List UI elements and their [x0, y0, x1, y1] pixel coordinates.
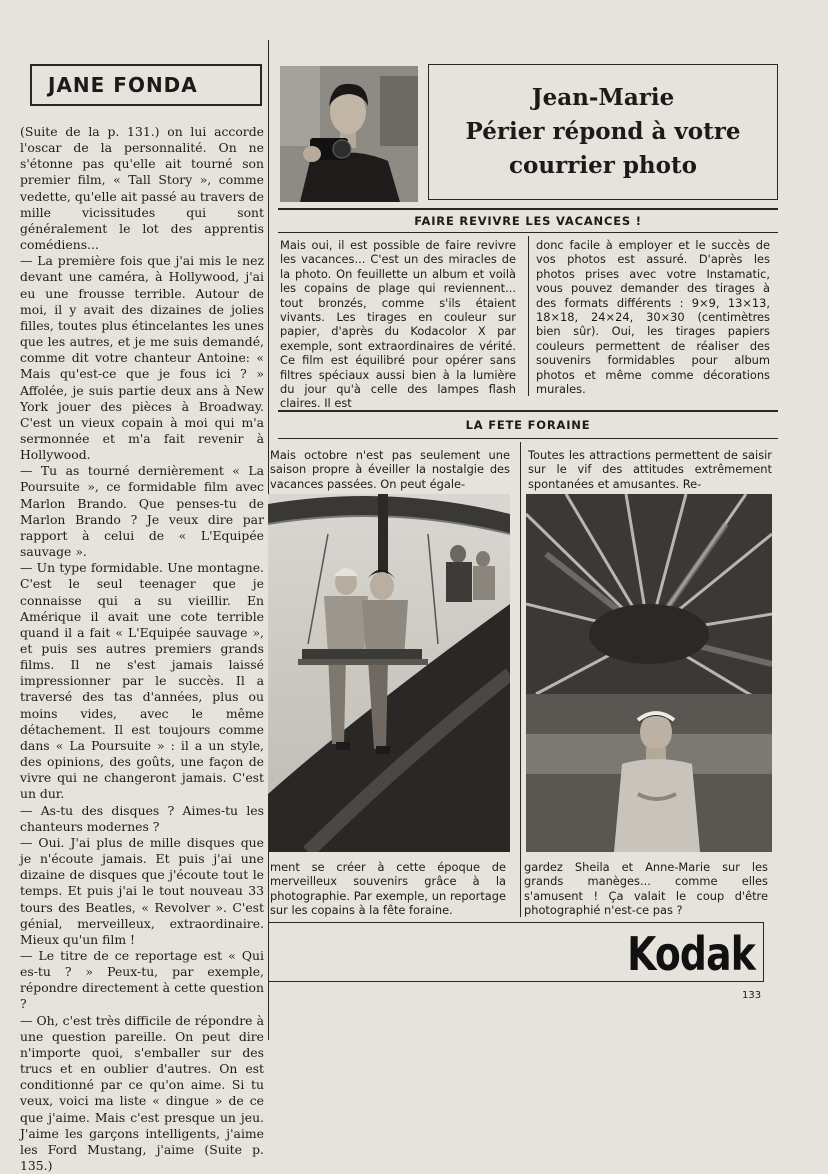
section2-column-2-top: Toutes les attractions permettent de saisir sur le vif des attitudes extrêmement spontanées et amusantes. Re- — [528, 448, 772, 491]
jane-fonda-article — [20, 124, 264, 1173]
section2-column-divider — [520, 442, 521, 917]
page-number: 133 — [742, 990, 762, 1001]
carousel-photo — [526, 494, 772, 852]
article-paragraph: (Suite de la p. 131.) on lui accorde l'oscar de la personnalité. On ne s'étonne pas qu'elle ait tourné son premier film, « Tall Story », comme vedette, qu'elle ait passé au travers de mille vicissitudes qui sont généralement le lot des apprentis comédiens... — [20, 124, 264, 253]
article-paragraph: — Oui. J'ai plus de mille disques que je n'écoute jamais. Et puis j'ai une dizaine de disques que j'écoute tout le temps. Et puis j'ai le tout nouveau 33 tours des Beatles, « Revolver ». C'est génial, merveilleux, extraordinaire. Mieux qu'un film ! — [20, 834, 264, 947]
article-paragraph: — Oh, c'est très difficile de répondre à une question pareille. On peut dire n'importe quoi, s'emballer sur des trucs et en oublier d'autres. On est conditionné par ce qu'on aime. Si tu veux, voici ma liste « dingue » de ce que j'aime. Mais c'est presque un jeu. J'aime les garçons intelligents, j'aime les Ford Mustang, j'aime (Suite p. 135.) — [20, 1012, 264, 1173]
swing-ride-illustration — [268, 494, 510, 852]
section2-column-2-bottom: gardez Sheila et Anne-Marie sur les grands manèges... comme elles s'amusent ! Ça valait le coup d'être photographié n'est-ce pas ? — [524, 860, 768, 918]
section2-column-1-top: Mais octobre n'est pas seulement une saison propre à éveiller la nostalgie des vacances passées. On peut égale- — [270, 448, 510, 491]
article-paragraph: — As-tu des disques ? Aimes-tu les chanteurs modernes ? — [20, 802, 264, 834]
article-paragraph: — Un type formidable. Une montagne. C'est le seul teenager que je connaisse qui a su vieillir. En Amérique il avait une cote terrible quand il a fait « L'Equipée sauvage », et puis ses autres premiers grands films. Il ne s'est jamais laissé impressionner par le succès. Il a traversé des tas d'années, plus ou moins vides, avec le même détachement. Il est toujours comme dans « La Poursuite » : il a un style, des opinions, des goûts, une façon de vivre qui ne changeront jamais. C'est un dur. — [20, 560, 264, 802]
article-paragraph: — La première fois que j'ai mis le nez devant une caméra, à Hollywood, j'ai eu une frousse terrible. Autour de moi, il y avait des dizaines de jolies filles, toutes plus étincelantes les unes que les autres, et je me suis demandé, comme dit votre chanteur Antoine: « Mais qu'est-ce que je fous ici ? » Affolée, je suis partie deux ans à New York jouer des pièces à Broadway. C'est un vieux copain à moi qui m'a sermonnée et m'a fait revenir à Hollywood. — [20, 253, 264, 463]
swing-ride-photo — [268, 494, 510, 852]
jane-fonda-heading: JANE FONDA — [48, 73, 198, 97]
section2-column-1-bottom: ment se créer à cette époque de merveilleux souvenirs grâce à la photographie. Par exemple, un reportage sur les copains à la fête foraine. — [270, 860, 506, 918]
section1-rule-bottom — [278, 232, 778, 233]
section1-heading: FAIRE REVIVRE LES VACANCES ! — [414, 214, 642, 228]
photographer-illustration — [280, 66, 418, 202]
section2-rule-top — [278, 410, 778, 412]
title-line-1: Jean-Marie — [531, 84, 675, 111]
title-line-2: Périer répond à votre — [465, 118, 741, 145]
section2-heading: LA FETE FORAINE — [465, 418, 591, 432]
jane-fonda-heading-box — [30, 64, 262, 106]
article-paragraph: — Le titre de ce reportage est « Qui es-tu ? » Peux-tu, par exemple, répondre directement à cette question ? — [20, 947, 264, 1012]
section2-rule-bottom — [278, 438, 778, 439]
section1-rule-top — [278, 208, 778, 210]
section1-column-2: donc facile à employer et le succès de vos photos est assuré. D'après les photos prises avec votre Instamatic, vous pouvez demander des tirages à des formats différents : 9×9, 13×13, 18×18, 24×24, 30×30 (centimètres bien sûr). Oui, les tirages papiers couleurs permettent de réaliser des souvenirs formidables pour album photos et même comme décorations murales. — [536, 238, 770, 397]
title-line-3: courrier photo — [509, 152, 697, 179]
carousel-illustration — [526, 494, 772, 852]
kodak-logo: Kodak — [627, 927, 755, 981]
section1-column-divider — [528, 236, 529, 396]
article-paragraph: — Tu as tourné dernièrement « La Poursuite », ce formidable film avec Marlon Brando. Que penses-tu de Marlon Brando ? Je veux dire par rapport à celui de « L'Equipée sauvage ». — [20, 463, 264, 560]
kodak-ad-box — [268, 922, 764, 982]
section1-column-1: Mais oui, il est possible de faire revivre les vacances... C'est un des miracles de la photo. On feuillette un album et voilà les copains de plage qui reviennent... tout bronzés, comme s'ils étaient vivants. Les tirages en couleur sur papier, d'après du Kodacolor X par exemple, sont extraordinaires de vérité. Ce film est équilibré pour opérer sans filtres spéciaux aussi bien à la lumière du jour qu'à celle des lampes flash claires. Il est — [280, 238, 516, 411]
title-box — [428, 64, 778, 200]
photographer-photo — [280, 66, 418, 202]
